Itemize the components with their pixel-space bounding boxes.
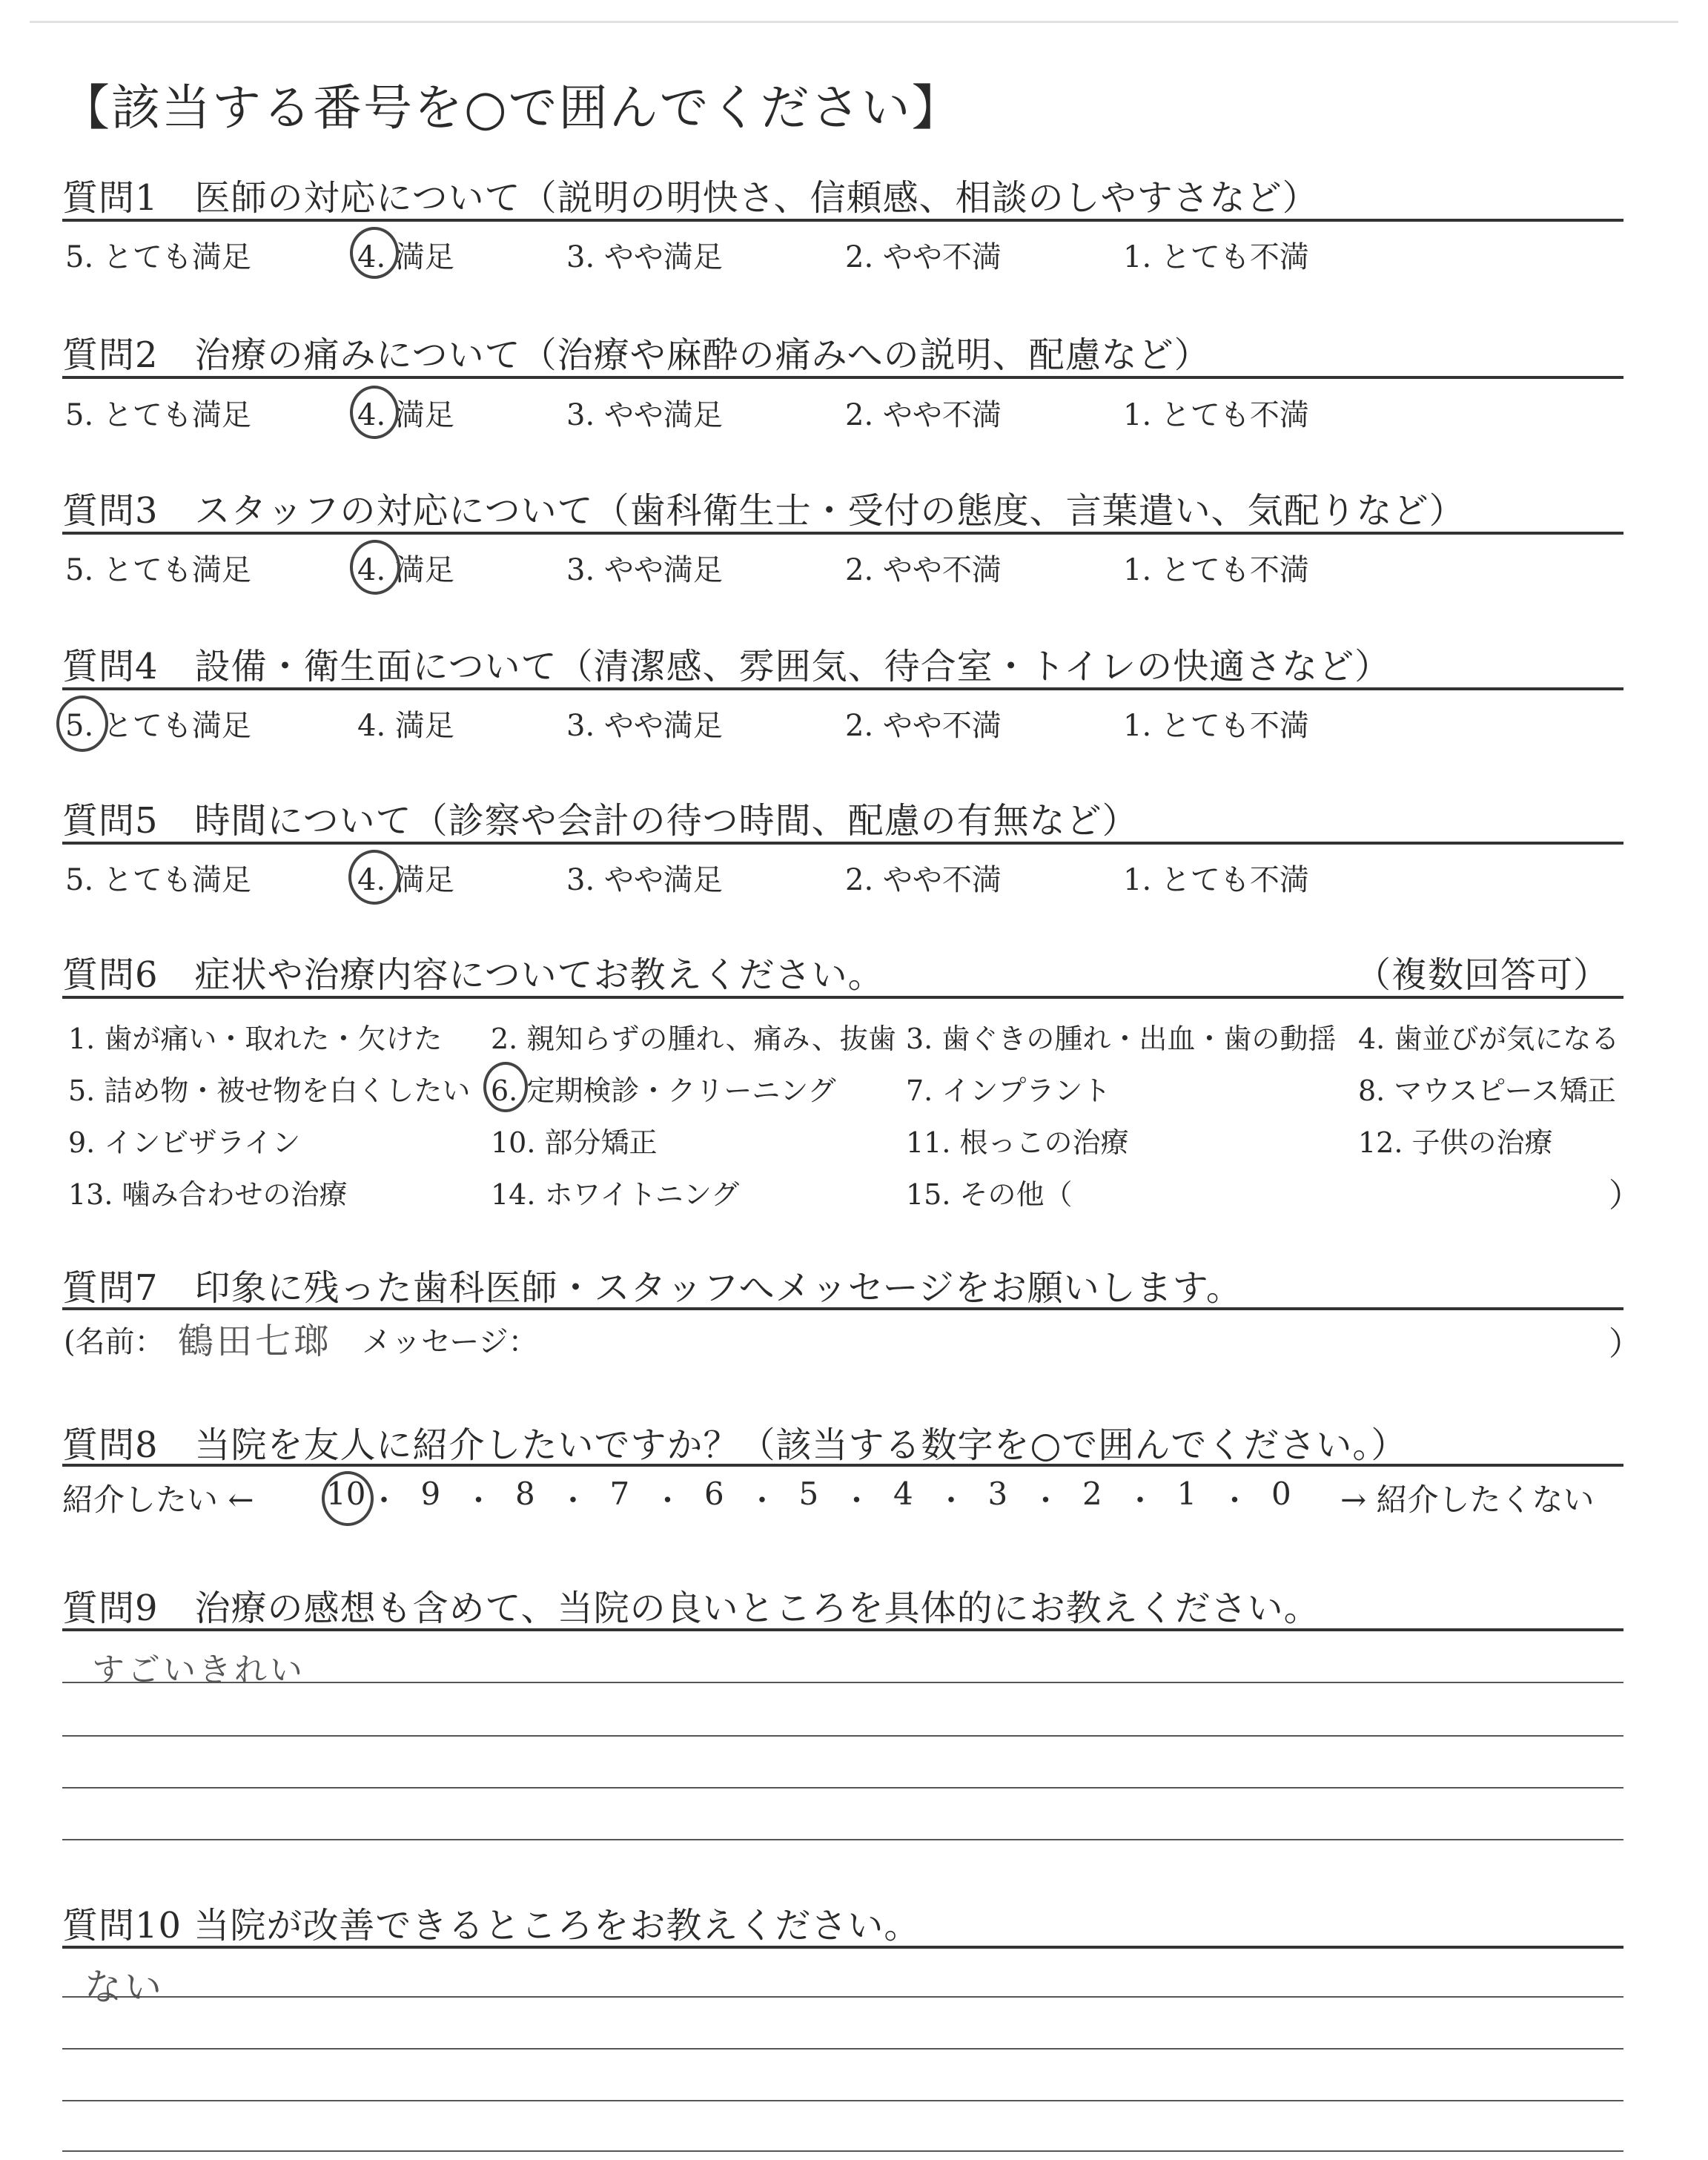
q1-selected-circle	[350, 227, 399, 279]
q10-line-1	[62, 1996, 1623, 1998]
q6-option-5[interactable]: 5. 詰め物・被せ物を白くしたい	[68, 1074, 471, 1107]
q6-option-8[interactable]: 8. マウスピース矯正	[1358, 1074, 1616, 1107]
q2-option-3[interactable]: 3. やや満足	[566, 398, 723, 432]
q6-option-6[interactable]: 6. 定期検診・クリーニング	[491, 1074, 836, 1107]
q9-handwritten-answer[interactable]: すごいきれい	[92, 1651, 305, 1689]
q8-scale-6[interactable]: 6	[704, 1476, 724, 1512]
question-2-rule	[62, 376, 1623, 379]
q8-scale-5[interactable]: 5	[798, 1476, 819, 1512]
q8-scale-4[interactable]: 4	[893, 1476, 913, 1512]
q1-option-3[interactable]: 3. やや満足	[566, 240, 723, 274]
question-6-title: 質問6 症状や治療内容についてお教えください。	[62, 954, 884, 996]
q3-option-1[interactable]: 1. とても不満	[1123, 553, 1309, 587]
q9-line-1	[62, 1682, 1623, 1683]
q10-line-4	[62, 2150, 1623, 2152]
q6-option-11[interactable]: 11. 根っこの治療	[906, 1126, 1129, 1159]
page-heading: 【該当する番号を○で囲んでください】	[61, 79, 962, 136]
question-5-title: 質問5 時間について（診察や会計の待つ時間、配慮の有無など）	[62, 800, 1139, 842]
question-4-title: 質問4 設備・衛生面について（清潔感、雰囲気、待合室・トイレの快適さなど）	[62, 646, 1391, 687]
q1-option-4[interactable]: 4. 満足	[357, 240, 454, 274]
q1-option-1[interactable]: 1. とても不満	[1123, 240, 1309, 274]
q6-other-close-paren: ）	[1609, 1177, 1641, 1215]
q6-option-1[interactable]: 1. 歯が痛い・取れた・欠けた	[68, 1023, 443, 1055]
question-1-title: 質問1 医師の対応について（説明の明快さ、信頼感、相談のしやすさなど）	[62, 177, 1319, 219]
q9-line-3	[62, 1787, 1623, 1789]
q3-option-4[interactable]: 4. 満足	[357, 553, 454, 587]
question-6-rule	[62, 996, 1623, 999]
q5-option-2[interactable]: 2. やや不満	[845, 863, 1002, 897]
q4-option-2[interactable]: 2. やや不満	[845, 709, 1002, 743]
q10-handwritten-answer[interactable]: ない	[85, 1966, 165, 2009]
q8-scale-10[interactable]: 10	[326, 1476, 366, 1512]
question-6-note: （複数回答可）	[1355, 954, 1610, 996]
question-9-title: 質問9 治療の感想も含めて、当院の良いところを具体的にお教えください。	[62, 1588, 1320, 1629]
question-7-rule	[62, 1307, 1623, 1310]
q6-option-12[interactable]: 12. 子供の治療	[1358, 1126, 1553, 1159]
q4-option-5[interactable]: 5. とても満足	[65, 709, 251, 743]
q5-option-3[interactable]: 3. やや満足	[566, 863, 723, 897]
question-1-rule	[62, 219, 1623, 222]
q6-option-10[interactable]: 10. 部分矯正	[491, 1126, 658, 1159]
question-3-title: 質問3 スタッフの対応について（歯科衛生士・受付の態度、言葉遣い、気配りなど）	[62, 490, 1466, 532]
q7-message-label: メッセージ：	[362, 1325, 538, 1359]
q6-option-3[interactable]: 3. 歯ぐきの腫れ・出血・歯の動揺	[906, 1023, 1337, 1055]
q10-line-3	[62, 2100, 1623, 2101]
q6-option-13[interactable]: 13. 噛み合わせの治療	[68, 1178, 348, 1211]
q6-selected-circle	[483, 1062, 528, 1112]
question-8-rule	[62, 1464, 1623, 1467]
q10-line-2	[62, 2048, 1623, 2050]
question-3-rule	[62, 532, 1623, 535]
q4-option-1[interactable]: 1. とても不満	[1123, 709, 1309, 743]
question-10-rule	[62, 1946, 1623, 1949]
q8-scale-8[interactable]: 8	[515, 1476, 535, 1512]
question-10-title: 質問10 当院が改善できるところをお教えください。	[62, 1905, 921, 1946]
q8-scale-separator: ・	[558, 1484, 588, 1518]
q8-scale-1[interactable]: 1	[1176, 1476, 1197, 1512]
q8-scale-separator: ・	[936, 1484, 966, 1518]
q8-scale-separator: ・	[1030, 1484, 1061, 1518]
q8-scale-7[interactable]: 7	[609, 1476, 630, 1512]
question-4-rule	[62, 687, 1623, 690]
q4-option-3[interactable]: 3. やや満足	[566, 709, 723, 743]
q8-scale-0[interactable]: 0	[1271, 1476, 1291, 1512]
q6-option-9[interactable]: 9. インビザライン	[68, 1126, 301, 1159]
q8-scale-separator: ・	[463, 1484, 494, 1518]
q2-option-4[interactable]: 4. 満足	[357, 398, 454, 432]
q3-selected-circle	[350, 540, 400, 595]
question-2-title: 質問2 治療の痛みについて（治療や麻酔の痛みへの説明、配慮など）	[62, 334, 1211, 376]
q8-scale-9[interactable]: 9	[420, 1476, 441, 1512]
q6-option-14[interactable]: 14. ホワイトニング	[491, 1178, 740, 1211]
q2-option-1[interactable]: 1. とても不満	[1123, 398, 1309, 432]
q5-option-5[interactable]: 5. とても満足	[65, 863, 251, 897]
question-9-rule	[62, 1628, 1623, 1631]
q7-name-label: (名前：	[64, 1325, 165, 1359]
q3-option-5[interactable]: 5. とても満足	[65, 553, 251, 587]
q8-scale-separator: ・	[652, 1484, 683, 1518]
q6-option-2[interactable]: 2. 親知らずの腫れ、痛み、抜歯	[491, 1023, 896, 1055]
q2-option-2[interactable]: 2. やや不満	[845, 398, 1002, 432]
q8-right-label: → 紹介したくない	[1340, 1482, 1595, 1518]
q5-option-1[interactable]: 1. とても不満	[1123, 863, 1309, 897]
q8-scale-separator: ・	[841, 1484, 872, 1518]
question-5-rule	[62, 842, 1623, 845]
q8-scale-separator: ・	[1219, 1484, 1250, 1518]
q8-scale-separator: ・	[369, 1484, 399, 1518]
q8-scale-separator: ・	[747, 1484, 777, 1518]
top-divider	[30, 21, 1678, 23]
q5-selected-circle	[348, 850, 400, 905]
q1-option-2[interactable]: 2. やや不満	[845, 240, 1002, 274]
q8-scale-separator: ・	[1125, 1484, 1155, 1518]
q5-option-4[interactable]: 4. 満足	[357, 863, 454, 897]
q2-option-5[interactable]: 5. とても満足	[65, 398, 251, 432]
q9-line-4	[62, 1839, 1623, 1840]
q7-close-paren: ）	[1609, 1325, 1641, 1363]
q3-option-2[interactable]: 2. やや不満	[845, 553, 1002, 587]
question-7-title: 質問7 印象に残った歯科医師・スタッフへメッセージをお願いします。	[62, 1267, 1242, 1309]
q8-scale-2[interactable]: 2	[1082, 1476, 1102, 1512]
q8-scale-3[interactable]: 3	[987, 1476, 1008, 1512]
q2-selected-circle	[350, 386, 399, 439]
q1-option-5[interactable]: 5. とても満足	[65, 240, 251, 274]
q6-option-15[interactable]: 15. その他（	[906, 1178, 1073, 1211]
q6-option-4[interactable]: 4. 歯並びが気になる	[1358, 1023, 1620, 1055]
q4-option-4[interactable]: 4. 満足	[357, 709, 454, 743]
q8-selected-circle	[322, 1471, 374, 1526]
q8-left-label: 紹介したい ←	[62, 1482, 254, 1518]
question-8-title: 質問8 当院を友人に紹介したいですか？（該当する数字を○で囲んでください。）	[62, 1424, 1408, 1466]
q7-name-handwritten[interactable]: 鶴田七瑯	[178, 1321, 333, 1362]
q6-option-7[interactable]: 7. インプラント	[906, 1074, 1111, 1107]
q4-selected-circle	[56, 696, 108, 752]
q9-line-2	[62, 1735, 1623, 1737]
q3-option-3[interactable]: 3. やや満足	[566, 553, 723, 587]
